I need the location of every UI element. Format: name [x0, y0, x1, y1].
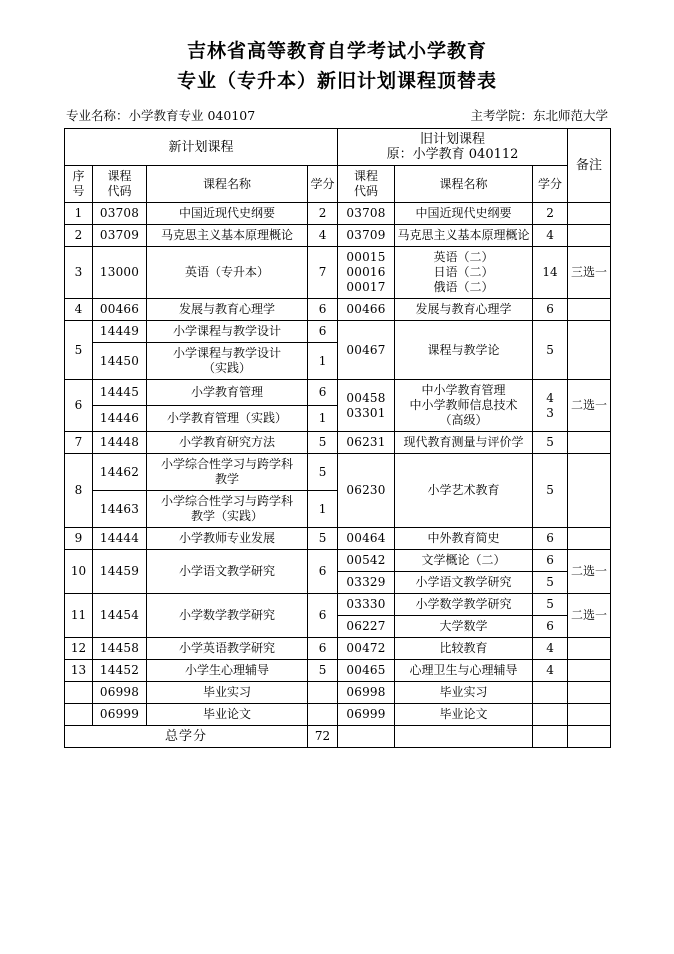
document-title-block — [64, 0, 610, 96]
cell-old-name: 小学数学教学研究 — [395, 594, 533, 616]
cell-old-name: 中国近现代史纲要 — [395, 203, 533, 225]
group-header-remark: 备注 — [568, 129, 611, 203]
cell-new-credit: 7 — [308, 247, 338, 299]
cell-new-name: 马克思主义基本原理概论 — [147, 225, 308, 247]
column-header-old-credit: 学分 — [533, 166, 568, 203]
cell-old-name: 比较教育 — [395, 638, 533, 660]
cell-new-credit: 6 — [308, 321, 338, 343]
cell-new-name: 小学教师专业发展 — [147, 528, 308, 550]
cell-new-credit: 6 — [308, 299, 338, 321]
cell-new-name: 小学生心理辅导 — [147, 660, 308, 682]
document-meta-row — [64, 106, 610, 124]
cell-remark — [568, 225, 611, 247]
page-title-line-1: 吉林省高等教育自学考试小学教育 — [186, 40, 487, 62]
cell-old-name: 课程与教学论 — [395, 321, 533, 380]
cell-old-credit: 6 — [533, 616, 568, 638]
cell-new-name: 中国近现代史纲要 — [147, 203, 308, 225]
cell-new-credit: 5 — [308, 660, 338, 682]
cell-new-name: 小学数学教学研究 — [147, 594, 308, 638]
cell-new-code: 14445 — [93, 380, 147, 406]
table-row — [65, 682, 611, 704]
cell-remark — [568, 528, 611, 550]
cell-old-code: 00542 — [338, 550, 395, 572]
cell-new-name: 小学语文教学研究 — [147, 550, 308, 594]
cell-new-name: 小学英语教学研究 — [147, 638, 308, 660]
cell-remark — [568, 299, 611, 321]
cell-new-code: 06998 — [93, 682, 147, 704]
column-header-old-name: 课程名称 — [395, 166, 533, 203]
cell-remark — [568, 660, 611, 682]
table-row — [65, 704, 611, 726]
cell-old-name: 英语（二） 日语（二） 俄语（二） — [395, 247, 533, 299]
table-row — [65, 321, 611, 343]
cell-old-code: 00467 — [338, 321, 395, 380]
table-row — [65, 638, 611, 660]
cell-seq: 13 — [65, 660, 93, 682]
table-row — [65, 432, 611, 454]
cell-new-code: 14454 — [93, 594, 147, 638]
cell-new-code: 14452 — [93, 660, 147, 682]
cell-old-code: 03708 — [338, 203, 395, 225]
cell-old-code: 06231 — [338, 432, 395, 454]
cell-seq: 10 — [65, 550, 93, 594]
cell-new-name: 毕业论文 — [147, 704, 308, 726]
cell-old-credit: 5 — [533, 432, 568, 454]
cell-old-credit: 4 — [533, 660, 568, 682]
cell-new-credit: 2 — [308, 203, 338, 225]
cell-old-code: 00464 — [338, 528, 395, 550]
cell-old-code: 00472 — [338, 638, 395, 660]
cell-old-name: 大学数学 — [395, 616, 533, 638]
cell-new-credit: 6 — [308, 550, 338, 594]
cell-new-credit: 1 — [308, 406, 338, 432]
cell-old-name: 文学概论（二） — [395, 550, 533, 572]
cell-seq: 7 — [65, 432, 93, 454]
cell-old-code: 06230 — [338, 454, 395, 528]
cell-new-credit: 5 — [308, 528, 338, 550]
cell-remark: 二选一 — [568, 550, 611, 594]
cell-remark: 三选一 — [568, 247, 611, 299]
table-total-row — [65, 726, 611, 748]
total-credits-value: 72 — [308, 726, 338, 748]
table-row — [65, 528, 611, 550]
cell-remark — [568, 454, 611, 528]
cell-old-credit: 5 — [533, 572, 568, 594]
cell-new-name: 毕业实习 — [147, 682, 308, 704]
cell-new-credit: 4 — [308, 225, 338, 247]
group-header-new-plan: 新计划课程 — [65, 129, 338, 166]
cell-new-credit: 5 — [308, 432, 338, 454]
table-group-header-row — [65, 129, 611, 166]
cell-old-code: 06998 — [338, 682, 395, 704]
cell-old-name: 毕业实习 — [395, 682, 533, 704]
total-remark — [568, 726, 611, 748]
cell-old-code: 03330 — [338, 594, 395, 616]
cell-seq: 2 — [65, 225, 93, 247]
cell-old-name: 心理卫生与心理辅导 — [395, 660, 533, 682]
cell-new-code: 14462 — [93, 454, 147, 491]
cell-old-credit: 5 — [533, 454, 568, 528]
column-header-new-code: 课程 代码 — [93, 166, 147, 203]
cell-new-credit: 6 — [308, 638, 338, 660]
table-row — [65, 203, 611, 225]
table-row — [65, 550, 611, 572]
total-old-name — [395, 726, 533, 748]
cell-old-credit: 2 — [533, 203, 568, 225]
cell-new-credit: 1 — [308, 491, 338, 528]
cell-old-credit: 4 — [533, 638, 568, 660]
cell-new-code: 14450 — [93, 343, 147, 380]
cell-new-code: 13000 — [93, 247, 147, 299]
table-row — [65, 454, 611, 491]
cell-remark — [568, 203, 611, 225]
cell-new-code: 03708 — [93, 203, 147, 225]
cell-new-name: 小学课程与教学设计 （实践） — [147, 343, 308, 380]
cell-remark — [568, 432, 611, 454]
cell-seq — [65, 704, 93, 726]
cell-new-code: 14459 — [93, 550, 147, 594]
cell-seq: 1 — [65, 203, 93, 225]
table-row — [65, 380, 611, 406]
cell-new-credit: 1 — [308, 343, 338, 380]
table-row — [65, 660, 611, 682]
examining-college-label: 主考学院：东北师范大学 — [470, 108, 608, 123]
cell-seq: 11 — [65, 594, 93, 638]
cell-old-credit — [533, 704, 568, 726]
cell-new-name: 发展与教育心理学 — [147, 299, 308, 321]
cell-new-name: 小学综合性学习与跨学科 教学 — [147, 454, 308, 491]
cell-seq: 6 — [65, 380, 93, 432]
cell-new-name: 小学教育管理 — [147, 380, 308, 406]
cell-remark — [568, 321, 611, 380]
cell-old-name: 毕业论文 — [395, 704, 533, 726]
cell-seq: 3 — [65, 247, 93, 299]
cell-new-code: 00466 — [93, 299, 147, 321]
cell-old-name: 小学艺术教育 — [395, 454, 533, 528]
cell-old-code: 06999 — [338, 704, 395, 726]
cell-old-name: 现代教育测量与评价学 — [395, 432, 533, 454]
cell-seq: 8 — [65, 454, 93, 528]
cell-old-credit: 4 3 — [533, 380, 568, 432]
cell-new-code: 03709 — [93, 225, 147, 247]
cell-old-name: 中外教育简史 — [395, 528, 533, 550]
cell-seq: 4 — [65, 299, 93, 321]
cell-old-code: 06227 — [338, 616, 395, 638]
cell-old-code: 00458 03301 — [338, 380, 395, 432]
column-header-seq: 序 号 — [65, 166, 93, 203]
table-row — [65, 247, 611, 299]
cell-old-name: 中小学教育管理 中小学教师信息技术 （高级） — [395, 380, 533, 432]
cell-new-credit — [308, 682, 338, 704]
cell-new-code: 14449 — [93, 321, 147, 343]
cell-new-credit: 5 — [308, 454, 338, 491]
cell-old-credit: 5 — [533, 594, 568, 616]
cell-new-code: 14448 — [93, 432, 147, 454]
column-header-new-name: 课程名称 — [147, 166, 308, 203]
cell-new-credit: 6 — [308, 380, 338, 406]
cell-old-credit — [533, 682, 568, 704]
cell-old-credit: 14 — [533, 247, 568, 299]
cell-remark — [568, 704, 611, 726]
cell-new-name: 小学综合性学习与跨学科 教学（实践） — [147, 491, 308, 528]
cell-new-code: 14446 — [93, 406, 147, 432]
cell-old-credit: 4 — [533, 225, 568, 247]
cell-new-name: 小学教育研究方法 — [147, 432, 308, 454]
cell-seq: 5 — [65, 321, 93, 380]
cell-seq — [65, 682, 93, 704]
cell-old-name: 马克思主义基本原理概论 — [395, 225, 533, 247]
cell-seq: 9 — [65, 528, 93, 550]
cell-seq: 12 — [65, 638, 93, 660]
cell-old-name: 小学语文教学研究 — [395, 572, 533, 594]
cell-new-code: 14458 — [93, 638, 147, 660]
table-row — [65, 299, 611, 321]
cell-remark: 二选一 — [568, 594, 611, 638]
cell-new-credit — [308, 704, 338, 726]
cell-new-credit: 6 — [308, 594, 338, 638]
cell-old-code: 03709 — [338, 225, 395, 247]
major-name-label: 专业名称：小学教育专业 040107 — [66, 108, 256, 123]
course-substitution-table — [64, 128, 611, 748]
total-old-credit — [533, 726, 568, 748]
cell-new-name: 小学课程与教学设计 — [147, 321, 308, 343]
cell-new-name: 小学教育管理（实践） — [147, 406, 308, 432]
page-title-line-2: 专业（专升本）新旧计划课程顶替表 — [176, 70, 497, 92]
group-header-old-plan: 旧计划课程 原：小学教育 040112 — [338, 129, 568, 166]
cell-old-name: 发展与教育心理学 — [395, 299, 533, 321]
cell-old-credit: 6 — [533, 550, 568, 572]
cell-remark: 二选一 — [568, 380, 611, 432]
cell-old-credit: 6 — [533, 299, 568, 321]
cell-remark — [568, 638, 611, 660]
cell-old-code: 00466 — [338, 299, 395, 321]
cell-new-name: 英语（专升本） — [147, 247, 308, 299]
cell-new-code: 06999 — [93, 704, 147, 726]
total-credits-label: 总学分 — [65, 726, 308, 748]
cell-remark — [568, 682, 611, 704]
cell-old-credit: 5 — [533, 321, 568, 380]
table-row — [65, 225, 611, 247]
table-column-header-row — [65, 166, 611, 203]
cell-old-code: 03329 — [338, 572, 395, 594]
cell-new-code: 14463 — [93, 491, 147, 528]
total-old-code — [338, 726, 395, 748]
cell-new-code: 14444 — [93, 528, 147, 550]
cell-old-code: 00015 00016 00017 — [338, 247, 395, 299]
column-header-new-credit: 学分 — [308, 166, 338, 203]
table-row — [65, 594, 611, 616]
cell-old-code: 00465 — [338, 660, 395, 682]
column-header-old-code: 课程 代码 — [338, 166, 395, 203]
cell-old-credit: 6 — [533, 528, 568, 550]
